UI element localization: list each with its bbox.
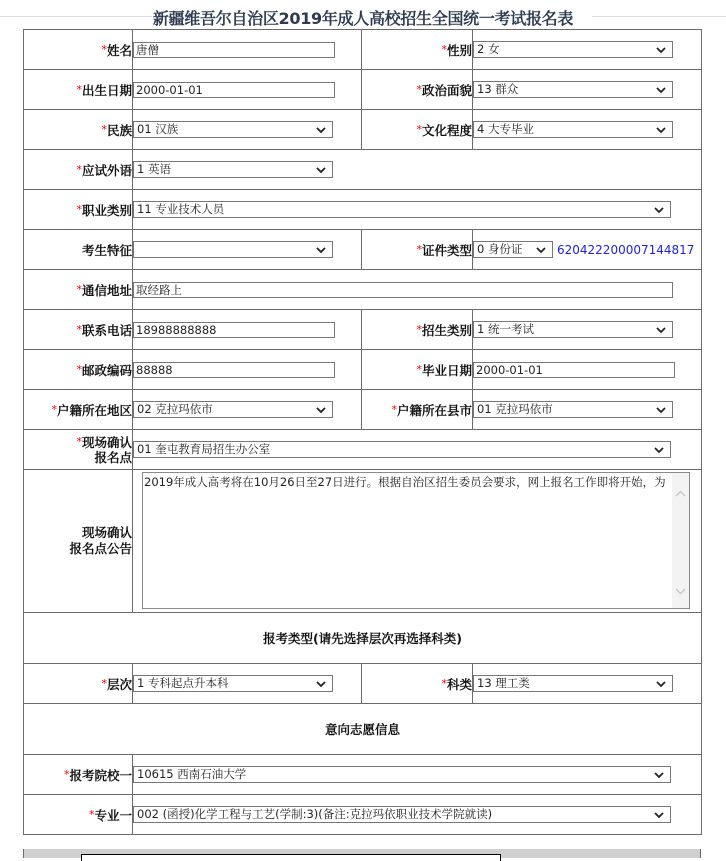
enrollment-category-label: *招生类别: [362, 310, 473, 350]
candidate-feature-select[interactable]: [133, 241, 333, 258]
graduation-date-label: *毕业日期: [362, 350, 473, 390]
chevron-down-icon: [534, 243, 548, 257]
occupation-select[interactable]: 11 专业技术人员: [133, 201, 671, 218]
scroll-down-icon[interactable]: [674, 584, 687, 594]
occupation-label: *职业类别: [24, 190, 133, 230]
title-divider-right: [592, 16, 726, 17]
chevron-down-icon: [652, 203, 666, 217]
registration-form: [23, 29, 702, 835]
textarea-scrollbar[interactable]: [672, 473, 689, 608]
household-county-select[interactable]: 01 克拉玛依市: [473, 401, 673, 418]
form-footer-bar: [23, 849, 701, 858]
phone-input[interactable]: 18988888888: [133, 322, 335, 338]
phone-label: *联系电话: [24, 310, 133, 350]
chevron-down-icon: [654, 83, 668, 97]
graduation-date-input[interactable]: 2000-01-01: [473, 362, 675, 378]
confirm-site-select[interactable]: 01 奎屯教育局招生办公室: [133, 441, 671, 458]
chevron-down-icon: [652, 768, 666, 782]
name-label: *姓名: [24, 30, 133, 70]
chevron-down-icon: [314, 123, 328, 137]
scroll-up-icon[interactable]: [674, 487, 687, 497]
major-select[interactable]: 002 (函授)化学工程与工艺(学制:3)(备注:克拉玛依职业技术学院就读): [133, 806, 671, 823]
chevron-down-icon: [652, 808, 666, 822]
address-label: *通信地址: [24, 270, 133, 310]
chevron-down-icon: [314, 243, 328, 257]
ethnicity-select[interactable]: 01 汉族: [133, 121, 333, 138]
birth-date-label: *出生日期: [24, 70, 133, 110]
gender-select[interactable]: 2 女: [473, 41, 673, 58]
id-number: 620422200007144817: [557, 242, 695, 257]
id-type-label: *证件类型: [362, 230, 473, 270]
subject-label: *科类: [362, 664, 473, 704]
level-label: *层次: [24, 664, 133, 704]
household-region-label: *户籍所在地区: [24, 390, 133, 430]
education-level-label: *文化程度: [362, 110, 473, 150]
confirm-notice-textarea[interactable]: [142, 472, 690, 609]
confirm-notice-label: 现场确认 报名点公告: [24, 470, 133, 613]
page-title: 新疆维吾尔自治区2019年成人高校招生全国统一考试报名表: [152, 9, 574, 28]
subject-select[interactable]: 13 理工类: [473, 675, 673, 692]
candidate-feature-label: 考生特征: [24, 230, 133, 270]
gender-label: *性别: [362, 30, 473, 70]
household-region-select[interactable]: 02 克拉玛依市: [133, 401, 333, 418]
confirm-site-label: *现场确认 报名点: [24, 430, 133, 470]
birth-date-input[interactable]: 2000-01-01: [133, 82, 335, 98]
chevron-down-icon: [654, 677, 668, 691]
chevron-down-icon: [654, 323, 668, 337]
postal-code-label: *邮政编码: [24, 350, 133, 390]
postal-code-input[interactable]: 88888: [133, 362, 335, 378]
education-level-select[interactable]: 4 大专毕业: [473, 121, 673, 138]
enrollment-category-select[interactable]: 1 统一考试: [473, 321, 673, 338]
confirm-notice-text: 2019年成人高考将在10月26日至27日进行。根据自治区招生委员会要求，网上报名工作即将开始，为: [144, 475, 666, 489]
name-input[interactable]: 唐僧: [133, 42, 335, 58]
page-header: [0, 0, 726, 29]
chevron-down-icon: [654, 403, 668, 417]
school-label: *报考院校一: [24, 755, 133, 795]
foreign-language-select[interactable]: 1 英语: [133, 161, 333, 178]
chevron-down-icon: [654, 123, 668, 137]
political-status-select[interactable]: 13 群众: [473, 81, 673, 98]
id-type-select[interactable]: 0 身份证: [473, 241, 553, 258]
chevron-down-icon: [314, 163, 328, 177]
chevron-down-icon: [652, 443, 666, 457]
political-status-label: *政治面貌: [362, 70, 473, 110]
chevron-down-icon: [654, 43, 668, 57]
address-input[interactable]: 取经路上: [133, 282, 673, 298]
chevron-down-icon: [314, 403, 328, 417]
household-county-label: *户籍所在县市: [362, 390, 473, 430]
exam-type-heading: 报考类型(请先选择层次再选择科类): [24, 613, 702, 664]
school-select[interactable]: 10615 西南石油大学: [133, 766, 671, 783]
foreign-language-label: *应试外语: [24, 150, 133, 190]
chevron-down-icon: [314, 677, 328, 691]
major-label: *专业一: [24, 795, 133, 835]
level-select[interactable]: 1 专科起点升本科: [133, 675, 333, 692]
preference-heading: 意向志愿信息: [24, 704, 702, 755]
ethnicity-label: *民族: [24, 110, 133, 150]
